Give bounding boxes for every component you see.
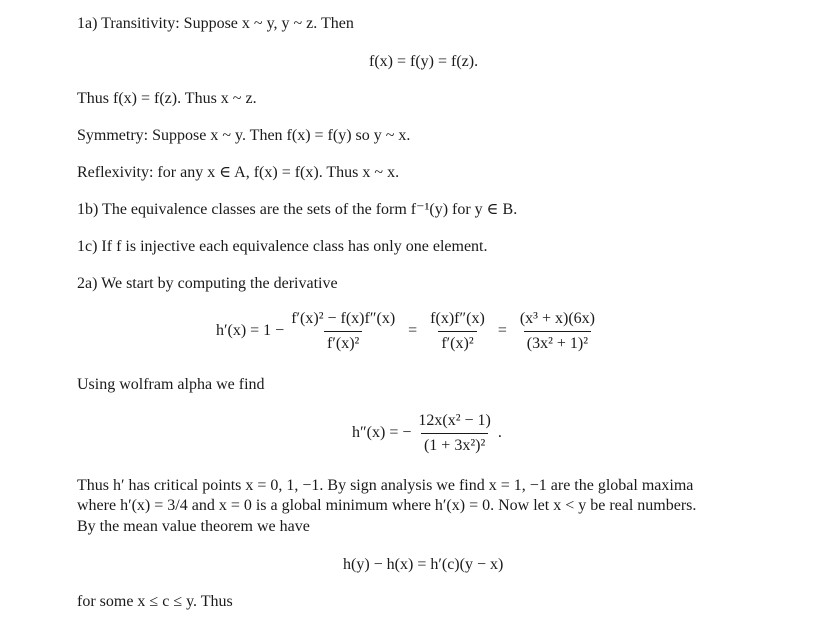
transitivity-conclusion: Thus f(x) = f(z). Thus x ~ z. — [77, 90, 257, 107]
fraction-h-double-prime — [415, 411, 493, 456]
equation-mean-value: h(y) − h(x) = h′(c)(y − x) — [343, 556, 504, 573]
fraction-3-denominator: (3x² + 1)² — [524, 331, 591, 354]
fraction-3 — [517, 309, 598, 354]
equals-sign-a: = — [408, 322, 418, 340]
equivalence-classes-line: 1b) The equivalence classes are the sets of the form f⁻¹(y) for y ∈ B. — [77, 201, 518, 218]
equals-sign-b: = — [497, 322, 507, 340]
transitivity-line: 1a) Transitivity: Suppose x ~ y, y ~ z. Then — [77, 15, 354, 32]
wolfram-line: Using wolfram alpha we find — [77, 376, 265, 393]
fraction-2-denominator: f′(x)² — [438, 331, 476, 354]
equation-f-chain: f(x) = f(y) = f(z). — [369, 53, 479, 70]
reflexivity-line: Reflexivity: for any x ∈ A, f(x) = f(x). Thus x ~ x. — [77, 164, 400, 181]
fraction-1 — [288, 309, 398, 354]
injective-line: 1c) If f is injective each equivalence class has only one element. — [77, 238, 488, 255]
for-some-line: for some x ≤ c ≤ y. Thus — [77, 593, 233, 610]
fraction-3-numerator: (x³ + x)(6x) — [519, 310, 595, 327]
symmetry-line: Symmetry: Suppose x ~ y. Then f(x) = f(y) so y ~ x. — [77, 127, 411, 144]
h-double-prime-period: . — [497, 424, 502, 442]
equation-h-prime — [216, 309, 598, 354]
fraction-1-denominator: f′(x)² — [324, 331, 362, 354]
equation-h-double-prime — [352, 411, 502, 456]
critical-points-line-3: By the mean value theorem we have — [77, 518, 310, 535]
h-double-prime-denominator: (1 + 3x²)² — [421, 433, 488, 456]
fraction-2-numerator: f(x)f″(x) — [430, 310, 485, 327]
critical-points-line-1: Thus h′ has critical points x = 0, 1, −1. By sign analysis we find x = 1, −1 are the global maxima — [77, 477, 694, 494]
derivative-intro-line: 2a) We start by computing the derivative — [77, 275, 338, 292]
fraction-2 — [427, 309, 488, 354]
h-double-prime-lhs: h″(x) = − — [352, 424, 412, 442]
fraction-1-numerator: f′(x)² − f(x)f″(x) — [291, 310, 396, 327]
h-prime-lhs: h′(x) = 1 − — [216, 322, 285, 340]
h-double-prime-numerator: 12x(x² − 1) — [418, 412, 491, 429]
critical-points-line-2: where h′(x) = 3/4 and x = 0 is a global minimum where h′(x) = 0. Now let x < y be real numbers. — [77, 497, 697, 514]
